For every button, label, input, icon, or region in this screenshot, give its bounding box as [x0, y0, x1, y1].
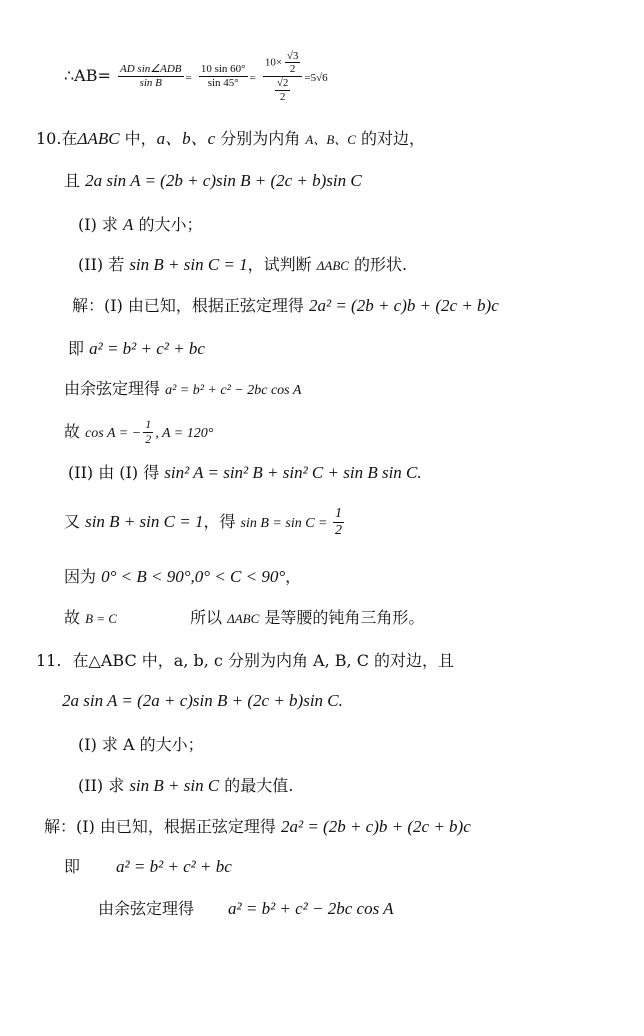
ab-fraction-1-num: AD sin∠ADB	[120, 63, 182, 76]
q10-sol8	[64, 607, 117, 630]
q10-intro-c: 分别为内角	[215, 129, 306, 148]
q11-intro: 在△ABC 中，a, b, c 分别为内角 A, B, C 的对边，且	[72, 651, 455, 670]
q10-part1-text-b: 的大小；	[133, 215, 203, 234]
q10-triangle: ΔABC	[77, 129, 120, 148]
q10-cond-a: 且	[64, 171, 86, 190]
q10-sol6-frac-den: 2	[335, 523, 343, 538]
q10-intro-b: 中，	[119, 129, 157, 148]
q10-sol5	[68, 462, 422, 484]
q10-sol4	[64, 414, 213, 450]
q11-part2-b: 的最大值.	[219, 776, 294, 795]
q10-sol2	[68, 338, 205, 360]
q10-sol8-c: 是等腰的钝角三角形。	[259, 608, 425, 627]
q10-sol8-tri: ΔABC	[227, 611, 260, 626]
q10-sol4-frac-den: 2	[145, 432, 152, 446]
q10-part2-tri: ΔABC	[316, 258, 349, 273]
q11-condition	[62, 690, 343, 712]
q10-part2	[78, 254, 407, 277]
q11-sol2-a: 即	[64, 857, 81, 876]
ab-fraction-3-inner-den-top: √2	[276, 77, 289, 89]
q11-part1: (I) 求 A 的大小；	[78, 735, 204, 754]
q11-sol3	[98, 898, 194, 920]
ab-fraction-3-inner-num-bot: 2	[289, 63, 296, 76]
q11-part2	[78, 775, 293, 797]
q10-sol8-conclusion	[190, 607, 424, 630]
q10-sol4-a: 故	[64, 422, 86, 441]
q10-sol2-a: 即	[68, 339, 90, 358]
q10-sol7-eq: 0° < B < 90°,0° < C < 90°	[101, 567, 286, 586]
q10-part2-text-b: ，试判断	[247, 255, 317, 274]
ab-eq-2: =	[249, 72, 256, 84]
q10-sol1-eq: 2a² = (2b + c)b + (2c + b)c	[308, 296, 499, 315]
q10-sol8-eq: B = C	[85, 611, 117, 626]
q10-sol3-eq: a² = b² + c² − 2bc cos A	[165, 383, 302, 398]
ab-fraction-1-den: sin B	[139, 77, 162, 89]
q10-sol7-a: 因为	[64, 567, 102, 586]
ab-fraction-3-num-a: 10×	[264, 56, 283, 69]
ab-fraction-3-inner-den-bot: 2	[279, 90, 286, 103]
q11-sol3-a: 由余弦定理得	[98, 899, 195, 918]
q10-sol4-eq-a: cos A = −	[85, 426, 142, 441]
q10-sol8-b: 所以	[190, 608, 228, 627]
q11-part1	[78, 734, 204, 756]
q10-part1	[78, 214, 202, 236]
q10-sol1	[72, 295, 499, 317]
q10-sol5-eq: sin² A = sin² B + sin² C + sin B sin C.	[164, 463, 422, 482]
q11-sol2	[64, 856, 80, 878]
q10-sol7	[64, 566, 301, 588]
q10-part2-eq: sin B + sin C = 1	[129, 255, 248, 274]
q11-sol1-a: 解：(I) 由已知，根据正弦定理得	[44, 817, 281, 836]
q10-number: 10.	[36, 129, 62, 148]
ab-fraction-3-inner-den	[275, 77, 291, 103]
q10-sol6-frac	[333, 506, 344, 539]
q10-sol6-eq: sin B + sin C = 1	[85, 512, 204, 531]
q10-sol2-eq: a² = b² + c² + bc	[89, 339, 205, 358]
q10-part1-label: (I)	[78, 215, 97, 234]
q10-part1-var: A	[123, 215, 134, 234]
ab-fraction-3-inner-num-top: √3	[286, 49, 299, 62]
q11-sol3-eq-line	[228, 898, 394, 920]
q10-sol3	[64, 378, 301, 402]
q11-number: 11.	[36, 651, 62, 670]
ab-eq-1: =	[185, 72, 192, 84]
q11-sol3-eq: a² = b² + c² − 2bc cos A	[228, 899, 394, 918]
q10-sol3-a: 由余弦定理得	[64, 379, 166, 398]
ab-fraction-3-num	[263, 50, 303, 77]
therefore-ab: ∴AB=	[64, 66, 111, 85]
q10-part2-label: (II)	[78, 255, 104, 274]
ab-fraction-1	[118, 63, 184, 89]
q11-cond-eq: 2a sin A = (2a + c)sin B + (2c + b)sin C.	[62, 691, 343, 710]
q10-sol6	[64, 502, 346, 542]
q10-sol6-a: 又	[64, 512, 86, 531]
q10-sol4-frac	[143, 418, 153, 447]
q10-sol8-a: 故	[64, 608, 86, 627]
q10-sol5-a: (II) 由 (I) 得	[68, 463, 165, 482]
q10-cond-eq: 2a sin A = (2b + c)sin B + (2c + b)sin C	[85, 171, 362, 190]
q10-vars: a、b、c	[156, 129, 216, 148]
q10-sol1-a: 解：(I) 由已知，根据正弦定理得	[72, 296, 309, 315]
q10-intro-d: 的对边，	[355, 129, 426, 148]
q11-part2-eq: sin B + sin C	[129, 776, 220, 795]
q10-angles: A、B、C	[305, 132, 356, 147]
ab-result: =5√6	[304, 72, 328, 84]
q11-sol1	[44, 816, 471, 838]
ab-fraction-3-inner-num	[285, 50, 301, 76]
ab-derivation	[64, 44, 328, 108]
q11-stem	[36, 650, 454, 672]
ab-fraction-2-num: 10 sin 60°	[200, 63, 246, 76]
q10-stem	[36, 128, 425, 151]
ab-fraction-2	[199, 63, 248, 89]
q10-intro-a: 在	[61, 129, 78, 148]
q10-part2-text-a: 若	[103, 255, 130, 274]
q10-sol6-b: ，得	[203, 512, 241, 531]
q10-part1-text-a: 求	[96, 215, 123, 234]
q10-sol6-frac-num: 1	[333, 506, 344, 523]
q11-sol1-eq: 2a² = (2b + c)b + (2c + b)c	[280, 817, 471, 836]
q11-part2-a: (II) 求	[78, 776, 130, 795]
ab-fraction-3-den	[263, 77, 303, 103]
q10-part2-text-c: 的形状.	[348, 255, 408, 274]
q10-sol7-b: ，	[285, 567, 302, 586]
q10-sol6-eq2: sin B = sin C =	[240, 516, 332, 531]
q10-condition	[64, 170, 362, 192]
q10-sol4-frac-num: 1	[145, 417, 152, 432]
q11-sol2-eq-line	[116, 856, 232, 878]
q10-sol4-eq-b: , A = 120°	[155, 426, 214, 441]
ab-fraction-3	[263, 50, 303, 104]
q11-sol2-eq: a² = b² + c² + bc	[116, 857, 232, 876]
ab-fraction-2-den: sin 45°	[207, 77, 239, 89]
